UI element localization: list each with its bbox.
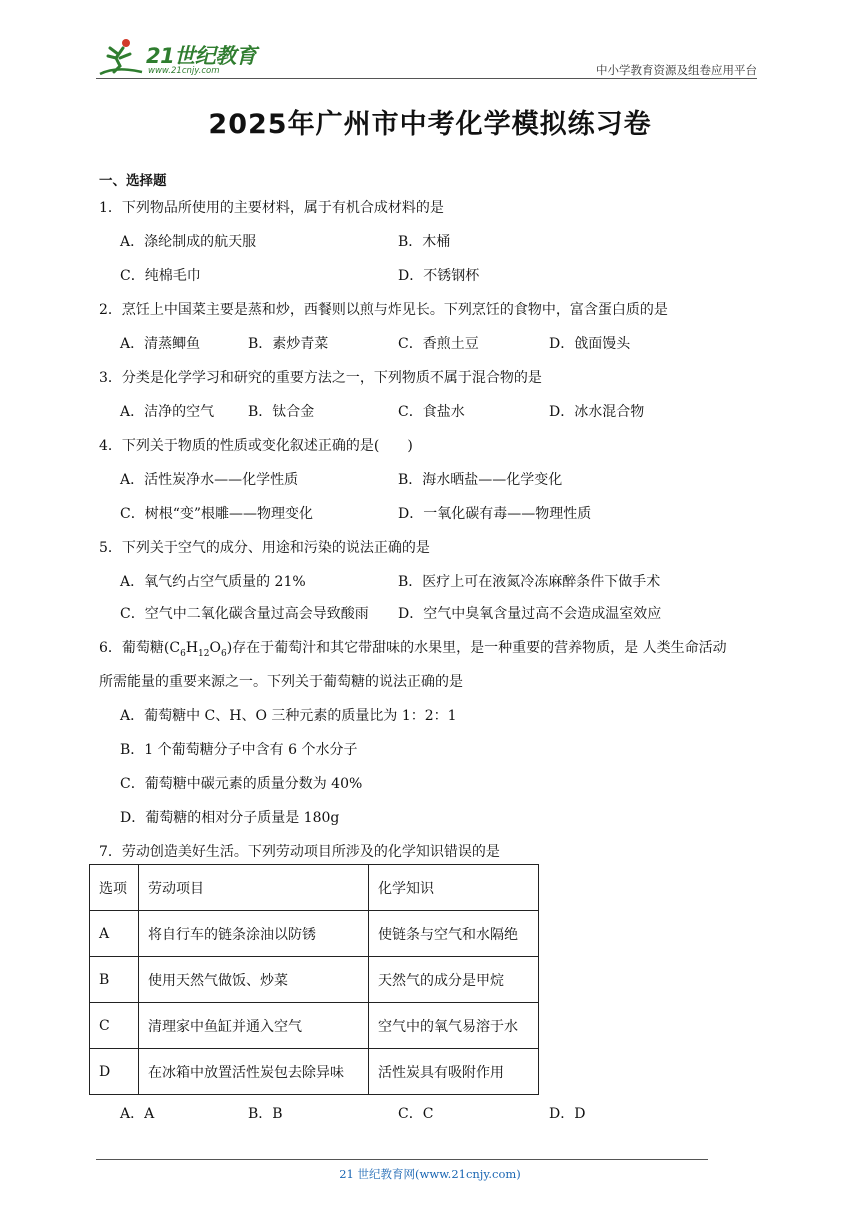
table-cell: 清理家中鱼缸并通入空气 xyxy=(139,1003,369,1049)
table-cell: 天然气的成分是甲烷 xyxy=(369,957,539,1003)
question-4-stem: 4．下列关于物质的性质或变化叙述正确的是( ) xyxy=(99,438,413,454)
footer-link[interactable]: 21 世纪教育网(www.21cnjy.com) xyxy=(339,1167,521,1181)
question-5-option-b[interactable]: B．医疗上可在液氮冷冻麻醉条件下做手术 xyxy=(398,574,661,590)
section-heading: 一、选择题 xyxy=(99,173,167,189)
table-cell: 空气中的氧气易溶于水 xyxy=(369,1003,539,1049)
question-3-option-a[interactable]: A．洁净的空气 xyxy=(120,404,215,420)
logo-url: www.21cnjy.com xyxy=(148,66,220,76)
table-row xyxy=(90,1003,539,1049)
runner-logo-icon xyxy=(96,36,144,80)
question-7-option-b[interactable]: B．B xyxy=(248,1106,283,1122)
question-1-option-d[interactable]: D．不锈钢杯 xyxy=(398,268,480,284)
table-row xyxy=(90,957,539,1003)
question-5-option-c[interactable]: C．空气中二氧化碳含量过高会导致酸雨 xyxy=(120,606,369,622)
question-1-stem: 1．下列物品所使用的主要材料，属于有机合成材料的是 xyxy=(99,200,444,216)
question-7-option-a[interactable]: A．A xyxy=(120,1106,155,1122)
formula-c-count: 6 xyxy=(180,648,186,659)
table-cell: B xyxy=(90,957,139,1003)
table-cell: C xyxy=(90,1003,139,1049)
question-3-option-d[interactable]: D．冰水混合物 xyxy=(549,404,645,420)
table-header-cell: 选项 xyxy=(90,865,139,911)
question-2-stem: 2．烹饪上中国菜主要是蒸和炒，西餐则以煎与炸见长。下列烹饪的食物中，富含蛋白质的是 xyxy=(99,302,668,318)
table-header-cell: 化学知识 xyxy=(369,865,539,911)
formula-c: C xyxy=(169,640,181,656)
question-6-stem-suffix: )存在于葡萄汁和其它带甜味的水果里，是一种重要的营养物质，是 人类生命活动 xyxy=(226,640,727,656)
question-2-option-a[interactable]: A．清蒸鲫鱼 xyxy=(120,336,201,352)
question-1-option-c[interactable]: C．纯棉毛巾 xyxy=(120,268,201,284)
question-7-option-d[interactable]: D．D xyxy=(549,1106,586,1122)
question-7-option-c[interactable]: C．C xyxy=(398,1106,434,1122)
question-5-option-a[interactable]: A．氧气约占空气质量的 21% xyxy=(120,574,306,590)
question-2-option-b[interactable]: B．素炒青菜 xyxy=(248,336,329,352)
question-6-option-c[interactable]: C．葡萄糖中碳元素的质量分数为 40% xyxy=(120,776,363,792)
table-cell: D xyxy=(90,1049,139,1095)
table-header-cell: 劳动项目 xyxy=(139,865,369,911)
logo xyxy=(96,36,276,80)
page-title: 2025年广州市中考化学模拟练习卷 xyxy=(208,109,652,140)
table-cell: 使链条与空气和水隔绝 xyxy=(369,911,539,957)
logo-text: 21世纪教育 xyxy=(146,44,257,68)
question-4-option-b[interactable]: B．海水晒盐——化学变化 xyxy=(398,472,563,488)
question-5-option-d[interactable]: D．空气中臭氧含量过高不会造成温室效应 xyxy=(398,606,662,622)
question-6-stem xyxy=(99,637,727,657)
formula-o: O xyxy=(209,640,221,656)
question-6-stem-prefix: 6．葡萄糖( xyxy=(99,640,170,656)
table-cell: 使用天然气做饭、炒菜 xyxy=(139,957,369,1003)
question-2-option-c[interactable]: C．香煎土豆 xyxy=(398,336,479,352)
header-divider xyxy=(96,78,757,79)
question-3-option-b[interactable]: B．钛合金 xyxy=(248,404,315,420)
question-5-stem: 5．下列关于空气的成分、用途和污染的说法正确的是 xyxy=(99,540,430,556)
question-3-stem: 3．分类是化学学习和研究的重要方法之一，下列物质不属于混合物的是 xyxy=(99,370,542,386)
table-cell: 将自行车的链条涂油以防锈 xyxy=(139,911,369,957)
table-cell: A xyxy=(90,911,139,957)
question-4-option-c[interactable]: C．树根“变”根雕——物理变化 xyxy=(120,506,314,522)
question-1-option-a[interactable]: A．涤纶制成的航天服 xyxy=(120,234,257,250)
question-6-option-d[interactable]: D．葡萄糖的相对分子质量是 180g xyxy=(120,810,340,826)
table-row xyxy=(90,911,539,957)
table-header-row xyxy=(90,865,539,911)
table-cell: 活性炭具有吸附作用 xyxy=(369,1049,539,1095)
formula-h-count: 12 xyxy=(198,648,210,659)
question-6-option-a[interactable]: A．葡萄糖中 C、H、O 三种元素的质量比为 1：2：1 xyxy=(120,708,457,724)
question-7-table xyxy=(89,864,539,1095)
question-6-stem-line2: 所需能量的重要来源之一。下列关于葡萄糖的说法正确的是 xyxy=(99,674,463,690)
formula-h: H xyxy=(185,640,199,656)
question-4-option-d[interactable]: D．一氧化碳有毒——物理性质 xyxy=(398,506,592,522)
question-1-option-b[interactable]: B．木桶 xyxy=(398,234,451,250)
question-4-option-a[interactable]: A．活性炭净水——化学性质 xyxy=(120,472,299,488)
question-3-option-c[interactable]: C．食盐水 xyxy=(398,404,465,420)
question-7-stem: 7．劳动创造美好生活。下列劳动项目所涉及的化学知识错误的是 xyxy=(99,844,500,860)
footer-divider xyxy=(96,1159,708,1160)
table-cell: 在冰箱中放置活性炭包去除异味 xyxy=(139,1049,369,1095)
question-2-option-d[interactable]: D．戗面馒头 xyxy=(549,336,631,352)
header-platform-text: 中小学教育资源及组卷应用平台 xyxy=(596,63,757,77)
formula-o-count: 6 xyxy=(220,648,227,659)
table-row xyxy=(90,1049,539,1095)
question-6-option-b[interactable]: B．1 个葡萄糖分子中含有 6 个水分子 xyxy=(120,742,358,758)
